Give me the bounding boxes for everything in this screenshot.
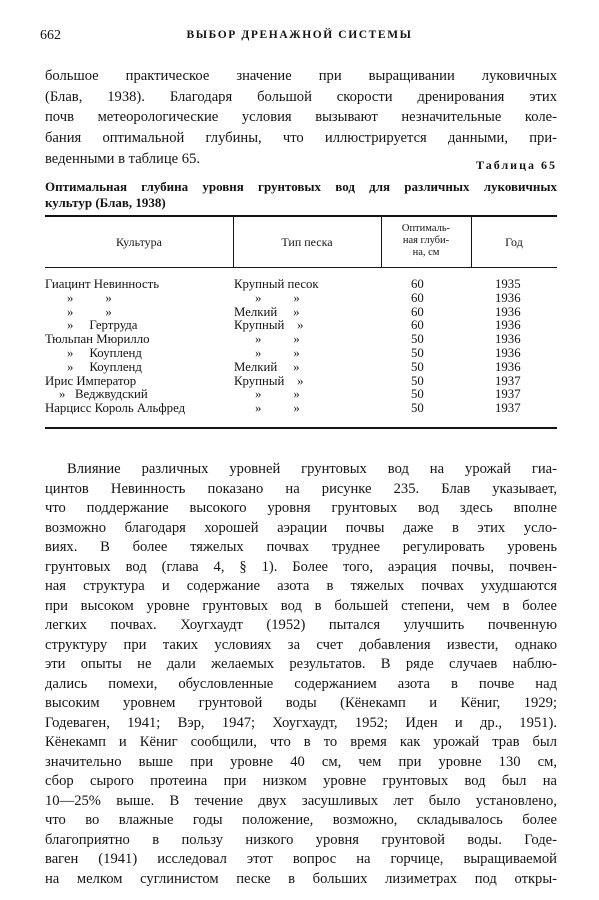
running-title: ВЫБОР ДРЕНАЖНОЙ СИСТЕМЫ (186, 29, 413, 41)
body-line: 10—25% выше. В течение двух засушливых лет было установлено, (45, 792, 557, 809)
header-depth-line: ная глуби- (402, 235, 450, 246)
table-caption (45, 179, 557, 210)
cell-depth: 50 (411, 345, 424, 360)
cell-sand-type: » » (255, 332, 300, 347)
intro-paragraph (45, 66, 557, 170)
cell-depth: 60 (411, 318, 424, 333)
intro-line: большое практическое значение при выращивании луковичных (45, 68, 557, 84)
table-row (45, 278, 557, 292)
body-line: что во влажные годы положение, возможно, складывалось более (45, 812, 557, 828)
header-year: Год (505, 235, 523, 249)
table-row (45, 347, 557, 361)
body-line: Кёнекамп и Кёниг сообщили, что в то время как урожай трав был (45, 734, 557, 750)
table-bottom-rule (45, 427, 557, 429)
cell-depth: 50 (411, 387, 424, 402)
body-line: значительно выше при уровне 40 см, чем при уровне 130 см, (45, 753, 557, 770)
body-line: эти опыты не дали желаемых результатов. В ряде случаев наблю- (45, 656, 557, 672)
cell-culture: Ирис Император (45, 373, 137, 388)
body-line: ваген (1941) исследовал этот вопрос на горчице, выращиваемой (45, 851, 557, 867)
cell-depth: 50 (411, 401, 424, 416)
caption-line: культур (Блав, 1938) (45, 194, 166, 210)
cell-culture: » » (67, 304, 112, 319)
table-header-rule (45, 267, 557, 268)
table-row (45, 319, 557, 333)
body-line: на мелком суглинистом песке в больших лизиметрах под откры- (45, 870, 557, 887)
cell-year: 1936 (495, 290, 521, 305)
cell-depth: 60 (411, 290, 424, 305)
cell-sand-type: » » (255, 345, 300, 360)
cell-depth: 50 (411, 373, 424, 388)
cell-culture: » Гертруда (67, 318, 138, 333)
cell-sand-type: Крупный » (234, 373, 304, 388)
cell-sand-type: Крупный песок (234, 277, 319, 291)
cell-year: 1937 (495, 401, 521, 416)
body-line: Влияние различных уровней грунтовых вод на урожай гиа- (67, 461, 557, 477)
cell-depth: 60 (411, 304, 424, 319)
table-row (45, 333, 557, 347)
cell-sand-type: » » (255, 387, 300, 402)
cell-year: 1936 (495, 359, 521, 374)
header-optimal-depth (381, 223, 471, 259)
body-line: возможно благодаря хорошей аэрации почвы даже в этих усло- (45, 519, 557, 536)
intro-line: веденными в таблице 65. (45, 150, 201, 167)
body-line: структуру при таких условиях за счет добавления извести, однако (45, 636, 557, 653)
cell-year: 1935 (495, 277, 521, 291)
cell-culture: Тюльпан Мюрилло (45, 332, 150, 347)
intro-line: почв метеорологические условия вызывают незначительные коле- (45, 109, 557, 126)
table-row (45, 388, 557, 402)
body-line: благоприятно в пользу низкого уровня грунтовой воды. Годе- (45, 831, 557, 848)
table-body (45, 278, 557, 416)
body-line: ная структура и содержание азота в тяжелых почвах ухудшаются (45, 578, 557, 594)
table-row (45, 375, 557, 389)
body-line: что поддержание высокого уровня грунтовых вод здесь вполне (45, 500, 557, 516)
body-line: цинтов Невинность показано на рисунке 235. Блав указывает, (45, 480, 557, 497)
body-line: легких почвах. Хоугхаудт (1952) пытался улучшить почвенную (45, 617, 557, 633)
running-head (40, 28, 559, 48)
header-depth-line: Оптималь- (401, 223, 451, 234)
cell-culture: » » (67, 290, 112, 305)
cell-year: 1936 (495, 332, 521, 347)
cell-sand-type: » » (255, 290, 300, 305)
intro-line: (Блав, 1938). Благодаря большой скорости дренирования этих (45, 88, 557, 105)
cell-sand-type: Мелкий » (234, 359, 300, 374)
cell-sand-type: Крупный » (234, 318, 304, 333)
cell-culture: Нарцисс Король Альфред (45, 401, 186, 416)
table-row (45, 306, 557, 320)
cell-culture: Гиацинт Невинность (45, 277, 160, 291)
caption-line: Оптимальная глубина уровня грунтовых вод для различных луковичных (45, 179, 557, 194)
table-label: Таблица 65 (476, 158, 557, 172)
cell-culture: » Коупленд (67, 359, 142, 374)
cell-sand-type: » » (255, 401, 300, 416)
cell-depth: 50 (411, 359, 424, 374)
cell-year: 1936 (495, 318, 521, 333)
page-number: 662 (40, 28, 61, 43)
cell-year: 1936 (495, 304, 521, 319)
body-line: при высоком уровне грунтовых вод в большей степени, чем в более (45, 597, 557, 614)
body-paragraph (45, 460, 557, 889)
table-row (45, 292, 557, 306)
cell-culture: » Коупленд (67, 345, 142, 360)
header-sand-type: Тип песка (281, 235, 333, 249)
body-line: сбор сырого протеина при низком уровне грунтовых вод был на (45, 773, 557, 789)
body-line: грунтовых вод (глава 4, § 1). Более того, аэрация почвы, почвен- (45, 558, 557, 575)
header-depth-line: на, см (412, 247, 440, 258)
intro-line: бания оптимальной глубины, что иллюстрируется данными, при- (45, 130, 557, 147)
table-row (45, 361, 557, 375)
header-culture: Культура (116, 235, 162, 249)
table-row (45, 402, 557, 416)
cell-depth: 60 (411, 277, 424, 291)
cell-sand-type: Мелкий » (234, 304, 300, 319)
cell-year: 1936 (495, 345, 521, 360)
body-line: виях. В более тяжелых почвах труднее регулировать уровень (45, 539, 557, 555)
body-line: высоким уровнем грунтовой воды (Кёнекамп и Кёниг, 1929; (45, 695, 557, 711)
body-line: Годеваген, 1941; Вэр, 1947; Хоугхаудт, 1952; Иден и др., 1951). (45, 714, 557, 731)
cell-year: 1937 (495, 387, 521, 402)
cell-year: 1937 (495, 373, 521, 388)
table-top-rule (45, 215, 557, 217)
cell-culture: » Веджвудский (59, 387, 148, 402)
body-line: дались помехи, обусловленные содержанием азота в почве над (45, 675, 557, 692)
cell-depth: 50 (411, 332, 424, 347)
